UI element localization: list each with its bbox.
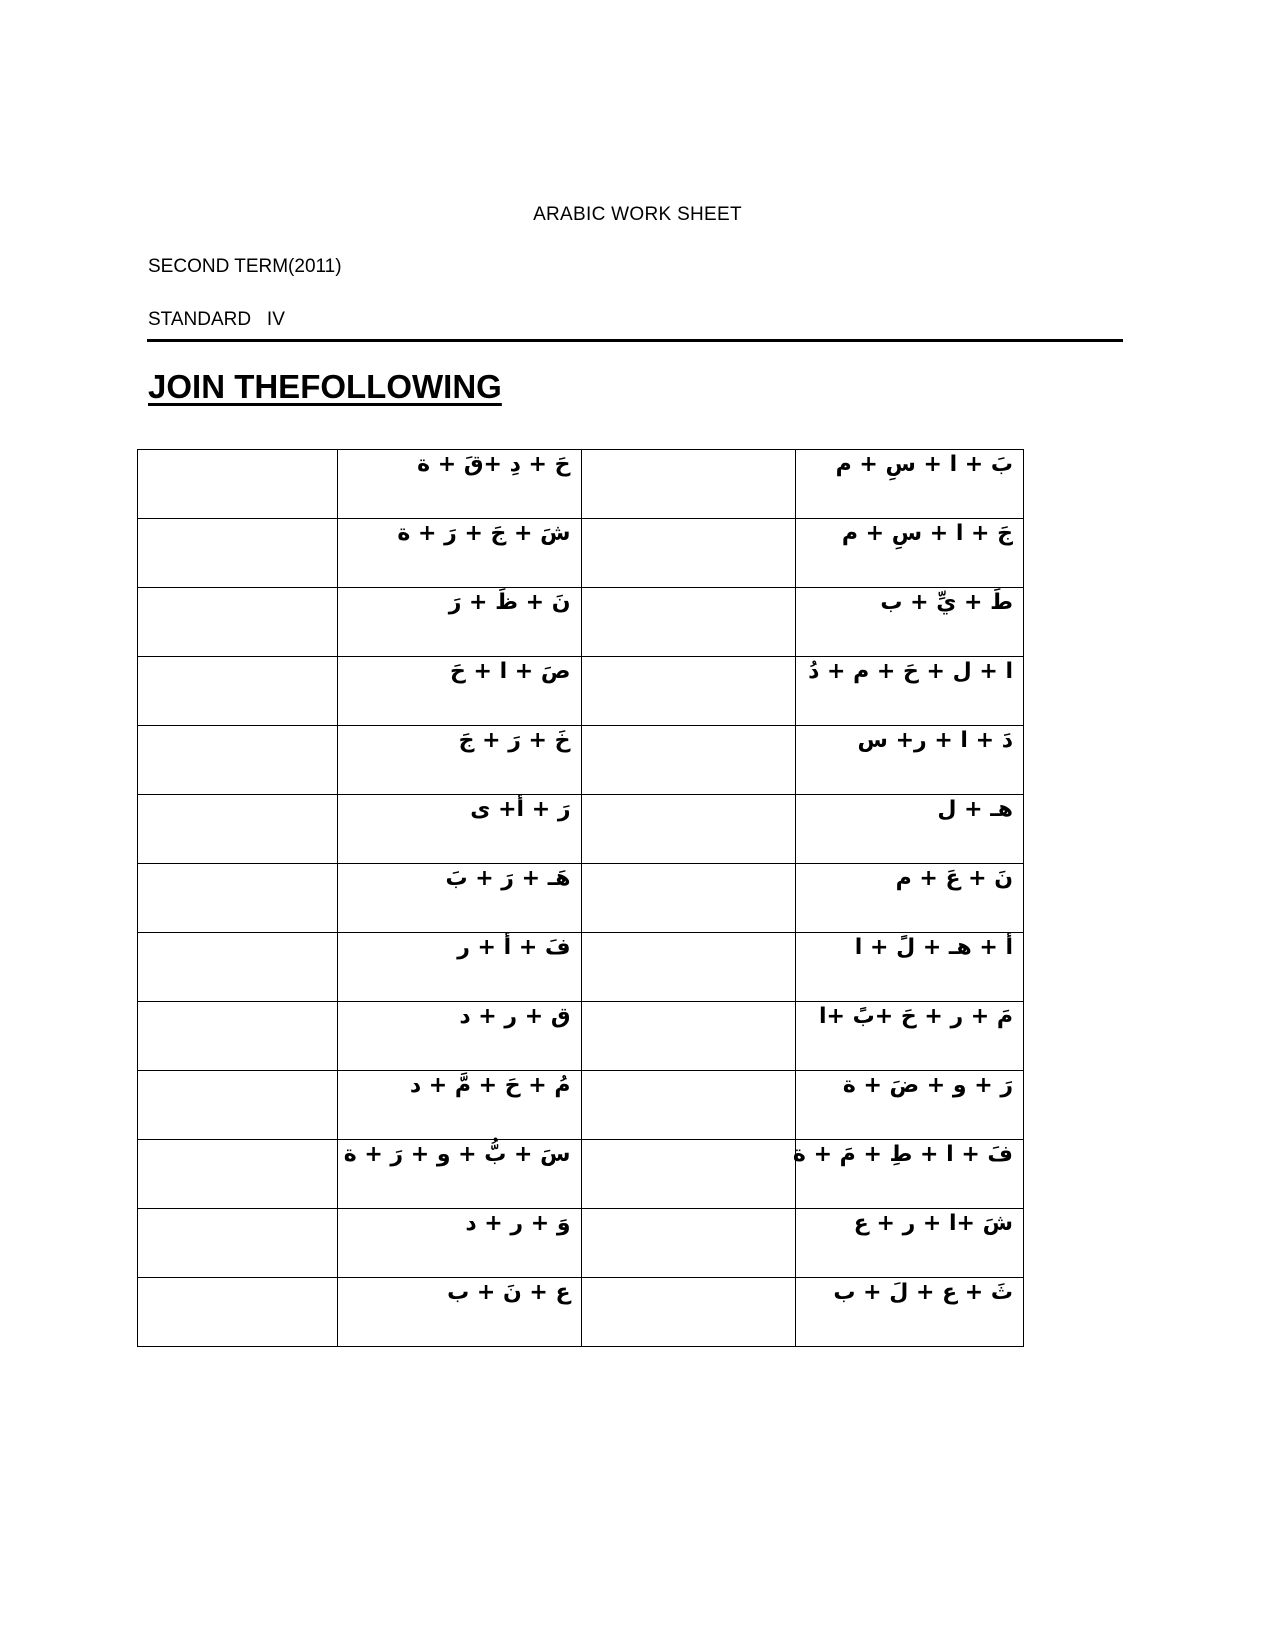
answer-cell[interactable] [581,1140,796,1209]
join-letters-table [137,449,1024,1347]
letters-cell: هـ + ل [796,795,1024,864]
letters-cell: خَ + رَ + جَ [338,726,581,795]
answer-cell[interactable] [138,519,338,588]
answer-cell[interactable] [138,795,338,864]
answer-cell[interactable] [138,588,338,657]
answer-cell[interactable] [581,588,796,657]
table-row [138,933,1024,1002]
answer-cell[interactable] [581,450,796,519]
standard-label: STANDARD IV [148,309,285,330]
term-label: SECOND TERM(2011) [148,256,342,277]
letters-cell: ع + نَ + ب [338,1278,581,1347]
table-row [138,726,1024,795]
answer-cell[interactable] [581,657,796,726]
letters-cell: ا + ل + حَ + م + دُ [796,657,1024,726]
page-title: ARABIC WORK SHEET [533,204,742,225]
letters-cell: بَ + ا + سِ + م [796,450,1024,519]
answer-cell[interactable] [581,1209,796,1278]
letters-cell: طَ + يِّ + ب [796,588,1024,657]
table-row [138,795,1024,864]
answer-cell[interactable] [138,1209,338,1278]
letters-cell: أ + هـ + لً + ا [796,933,1024,1002]
letters-cell: نَ + ظَ + رَ [338,588,581,657]
answer-cell[interactable] [581,519,796,588]
table-row [138,657,1024,726]
letters-cell: وَ + ر + د [338,1209,581,1278]
letters-cell: ق + ر + د [338,1002,581,1071]
letters-cell: دَ + ا + ر+ س [796,726,1024,795]
answer-cell[interactable] [138,864,338,933]
answer-cell[interactable] [138,1140,338,1209]
answer-cell[interactable] [138,1002,338,1071]
letters-cell: شَ + جَ + رَ + ة [338,519,581,588]
answer-cell[interactable] [581,795,796,864]
table-row [138,1071,1024,1140]
answer-cell[interactable] [138,657,338,726]
letters-cell: شَ +ا + ر + ع [796,1209,1024,1278]
table-row [138,1278,1024,1347]
letters-cell: حَ + دِ +قَ + ة [338,450,581,519]
letters-cell: نَ + عَ + م [796,864,1024,933]
answer-cell[interactable] [138,726,338,795]
letters-cell: سَ + بُّ + و + رَ + ة [338,1140,581,1209]
answer-cell[interactable] [581,726,796,795]
table-row [138,450,1024,519]
answer-cell[interactable] [138,450,338,519]
answer-cell[interactable] [581,1278,796,1347]
letters-cell: مُ + حَ + مَّ + د [338,1071,581,1140]
answer-cell[interactable] [138,1071,338,1140]
letters-cell: مَ + ر + حَ +بً +ا [796,1002,1024,1071]
letters-cell: ثَ + ع + لَ + ب [796,1278,1024,1347]
answer-cell[interactable] [581,1071,796,1140]
table-row [138,519,1024,588]
table-row [138,588,1024,657]
answer-cell[interactable] [581,933,796,1002]
answer-cell[interactable] [138,933,338,1002]
table-row [138,1002,1024,1071]
answer-cell[interactable] [138,1278,338,1347]
letters-cell: فَ + أ + ر [338,933,581,1002]
letters-cell: جَ + ا + سِ + م [796,519,1024,588]
table-row [138,1140,1024,1209]
letters-cell: رَ + و + ضَ + ة [796,1071,1024,1140]
header-divider [147,339,1123,342]
section-heading: JOIN THEFOLLOWING [148,368,502,405]
answer-cell[interactable] [581,864,796,933]
letters-cell: رَ + أ+ ى [338,795,581,864]
table-row [138,1209,1024,1278]
letters-cell: فَ + ا + طِ + مَ + ة [796,1140,1024,1209]
answer-cell[interactable] [581,1002,796,1071]
letters-cell: هَـ + رَ + بَ [338,864,581,933]
letters-cell: صَ + ا + حَ [338,657,581,726]
table-row [138,864,1024,933]
table-body [138,450,1024,1347]
